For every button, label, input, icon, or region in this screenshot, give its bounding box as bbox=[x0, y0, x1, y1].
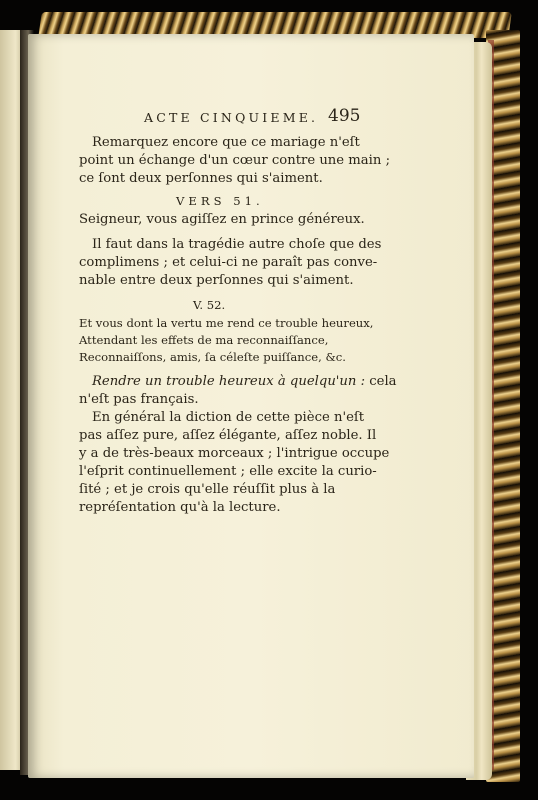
text-line: y a de très-beaux morceaux ; l'intrigue occupe bbox=[79, 446, 390, 461]
text-line: Remarquez encore que ce mariage n'eſt bbox=[92, 135, 360, 150]
text-line: nable entre deux perſonnes qui s'aiment. bbox=[79, 273, 354, 288]
verse-heading: V. 52. bbox=[193, 298, 226, 312]
text-fragment: cela bbox=[365, 374, 397, 389]
text-line: point un échange d'un cœur contre une main ; bbox=[79, 153, 391, 168]
text-line: complimens ; et celui-ci ne paraît pas conve- bbox=[79, 255, 378, 270]
text-line bbox=[92, 373, 397, 391]
running-title: ACTE CINQUIEME. bbox=[144, 110, 319, 125]
text-line: Il faut dans la tragédie autre choſe que des bbox=[92, 237, 382, 252]
verse-line: Et vous dont la vertu me rend ce trouble heureux, bbox=[79, 316, 374, 330]
text-line: En général la diction de cette pièce n'eſt bbox=[92, 410, 365, 425]
page-number: 495 bbox=[328, 106, 361, 126]
verse-quote: Seigneur, vous agiſſez en prince généreux. bbox=[79, 212, 365, 227]
text-line: ſité ; et je crois qu'elle réuſſit plus à la bbox=[79, 482, 336, 497]
verse-line: Reconnaiſſons, amis, ſa céleſte puiſſance, &c. bbox=[79, 350, 346, 364]
text-line: repréſentation qu'à la lecture. bbox=[79, 500, 281, 515]
text-line: n'eſt pas français. bbox=[79, 392, 199, 407]
text-line: ce ſont deux perſonnes qui s'aiment. bbox=[79, 171, 323, 186]
text-line: l'eſprit continuellement ; elle excite la curio- bbox=[79, 464, 377, 479]
verse-heading: VERS 51. bbox=[176, 194, 264, 208]
italic-phrase: Rendre un trouble heureux à quelqu'un : bbox=[92, 374, 366, 389]
verse-line: Attendant les effets de ma reconnaiſſance, bbox=[79, 333, 329, 347]
text-line: pas aſſez pure, aſſez élégante, aſſez noble. Il bbox=[79, 428, 377, 443]
